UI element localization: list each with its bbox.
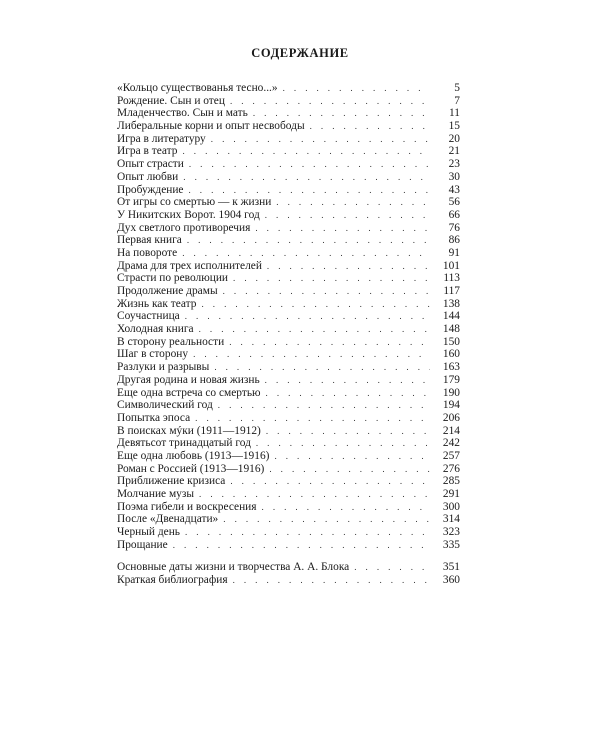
toc-entry [117, 285, 460, 298]
toc-entry [117, 399, 460, 412]
toc-entry [117, 145, 460, 158]
toc-entry-page-number: 163 [442, 361, 460, 374]
toc-entry [117, 513, 460, 526]
toc-entry [117, 260, 460, 273]
dot-leader [216, 399, 430, 412]
table-of-contents [117, 82, 460, 587]
toc-entry [117, 82, 460, 95]
toc-entry-title: В поисках мýки (1911—1912) [117, 424, 261, 437]
toc-entry-title: Дух светлого противоречия [117, 221, 251, 234]
toc-entry-title: Основные даты жизни и творчества А. А. Блока [117, 561, 350, 574]
dot-leader [197, 323, 430, 336]
dot-leader [231, 574, 430, 587]
toc-entry-title: «Кольцо существованья тесно...» [117, 82, 278, 94]
toc-entry-page-number: 76 [448, 221, 460, 234]
dot-leader [183, 526, 430, 539]
toc-entry [117, 171, 460, 184]
toc-entry-page-number: 91 [448, 246, 460, 259]
dot-leader [267, 463, 430, 476]
dot-leader [199, 298, 430, 311]
toc-entry [117, 437, 460, 450]
toc-entry [117, 475, 460, 488]
toc-entry [117, 412, 460, 425]
toc-entry-page-number: 66 [448, 208, 460, 221]
dot-leader [227, 336, 430, 349]
toc-entry [117, 120, 460, 133]
dot-leader [274, 196, 430, 209]
dot-leader [253, 222, 430, 235]
toc-entry-page-number: 285 [442, 475, 460, 488]
toc-entry [117, 526, 460, 539]
toc-entry-page-number: 21 [448, 145, 460, 158]
toc-entry-title: Роман с Россией (1913—1916) [117, 462, 265, 475]
toc-main-list [117, 82, 460, 551]
toc-entry [117, 234, 460, 247]
dot-leader [221, 513, 430, 526]
toc-entry [117, 158, 460, 171]
toc-entry-title: Соучастница [117, 310, 180, 323]
toc-entry-title: Попытка эпоса [117, 411, 191, 424]
toc-entry-title: Шаг в сторону [117, 348, 189, 361]
toc-entry [117, 272, 460, 285]
toc-entry-title: Другая родина и новая жизнь [117, 373, 260, 386]
dot-leader [263, 374, 430, 387]
dot-leader [352, 561, 430, 574]
toc-entry-title: Жизнь как театр [117, 297, 197, 310]
toc-entry-title: Продолжение драмы [117, 285, 218, 297]
toc-entry-page-number: 160 [442, 348, 460, 361]
toc-entry-page-number: 206 [442, 411, 460, 424]
toc-entry-page-number: 242 [442, 437, 460, 450]
toc-entry-page-number: 291 [442, 488, 460, 500]
toc-entry [117, 463, 460, 476]
dot-leader [197, 488, 430, 501]
toc-entry-title: Еще одна встреча со смертью [117, 386, 261, 399]
toc-entry-page-number: 214 [442, 424, 460, 437]
toc-entry [117, 361, 460, 374]
toc-entry [117, 107, 460, 120]
toc-entry-title: Опыт любви [117, 170, 179, 183]
dot-leader [180, 247, 430, 260]
toc-entry-page-number: 11 [449, 107, 460, 120]
toc-entry [117, 323, 460, 336]
toc-entry-page-number: 5 [454, 82, 460, 94]
dot-leader [272, 450, 430, 463]
toc-section-gap [117, 551, 460, 561]
toc-entry-title: Черный день [117, 526, 180, 539]
toc-entry-page-number: 148 [442, 323, 460, 336]
toc-entry-title: Первая книга [117, 234, 182, 247]
toc-entry [117, 574, 460, 587]
dot-leader [209, 133, 430, 146]
toc-entry-page-number: 117 [443, 285, 460, 297]
toc-entry [117, 450, 460, 463]
toc-entry [117, 387, 460, 400]
dot-leader [260, 501, 430, 514]
dot-leader [187, 158, 430, 171]
dot-leader [228, 95, 430, 108]
toc-entry-page-number: 351 [442, 561, 460, 574]
toc-entry-page-number: 190 [442, 386, 460, 399]
dot-leader [308, 120, 430, 133]
page-title: СОДЕРЖАНИЕ [251, 46, 349, 60]
dot-leader [263, 209, 430, 222]
toc-entry-page-number: 360 [442, 574, 460, 587]
toc-entry-title: Прощание [117, 538, 168, 551]
dot-leader [181, 171, 430, 184]
toc-entry [117, 539, 460, 552]
toc-entry [117, 348, 460, 361]
toc-entry [117, 374, 460, 387]
toc-entry [117, 561, 460, 574]
toc-entry-title: Опыт страсти [117, 158, 184, 171]
dot-leader [193, 412, 430, 425]
toc-entry-title: На повороте [117, 246, 178, 259]
toc-entry-page-number: 150 [442, 335, 460, 348]
toc-entry [117, 209, 460, 222]
toc-entry [117, 133, 460, 146]
toc-entry-title: Игра в литературу [117, 132, 206, 145]
toc-entry-title: Драма для трех исполнителей [117, 259, 262, 272]
dot-leader [228, 475, 430, 488]
toc-entry-title: Игра в театр [117, 145, 178, 158]
toc-entry-title: Поэма гибели и воскресения [117, 500, 257, 513]
toc-appendix-list [117, 561, 460, 586]
toc-entry-title: Девятьсот тринадцатый год [117, 437, 251, 450]
toc-entry-title: В сторону реальности [117, 335, 225, 348]
dot-leader [191, 348, 430, 361]
dot-leader [221, 285, 430, 298]
toc-entry [117, 310, 460, 323]
toc-entry-title: Приближение кризиса [117, 475, 226, 488]
toc-entry-page-number: 23 [448, 158, 460, 171]
toc-entry [117, 336, 460, 349]
toc-entry-page-number: 56 [448, 196, 460, 209]
dot-leader [183, 310, 430, 323]
toc-entry-title: Младенчество. Сын и мать [117, 107, 248, 120]
toc-entry-title: Еще одна любовь (1913—1916) [117, 449, 270, 462]
toc-entry-page-number: 300 [442, 500, 460, 513]
toc-entry-page-number: 314 [442, 513, 460, 526]
toc-entry [117, 425, 460, 438]
toc-entry-page-number: 179 [442, 373, 460, 386]
toc-entry-title: Краткая библиография [117, 574, 228, 587]
toc-entry-page-number: 276 [442, 462, 460, 475]
dot-leader [231, 272, 430, 285]
dot-leader [264, 425, 430, 438]
toc-entry-page-number: 7 [454, 94, 460, 107]
toc-entry-page-number: 323 [442, 526, 460, 539]
toc-entry [117, 488, 460, 501]
toc-entry-title: От игры со смертью — к жизни [117, 196, 272, 209]
toc-entry-title: Пробуждение [117, 183, 184, 196]
toc-entry-title: У Никитских Ворот. 1904 год [117, 208, 260, 221]
dot-leader [281, 82, 430, 95]
toc-entry [117, 222, 460, 235]
toc-entry-page-number: 138 [442, 297, 460, 310]
dot-leader [187, 184, 431, 197]
toc-entry-title: После «Двенадцати» [117, 513, 219, 526]
toc-entry-title: Холодная книга [117, 323, 194, 336]
toc-entry-page-number: 335 [442, 538, 460, 551]
dot-leader [251, 107, 430, 120]
toc-entry-page-number: 144 [442, 310, 460, 323]
toc-entry [117, 501, 460, 514]
dot-leader [185, 234, 430, 247]
toc-entry-title: Молчание музы [117, 488, 195, 500]
dot-leader [265, 260, 430, 273]
toc-entry-title: Разлуки и разрывы [117, 361, 210, 374]
toc-entry-page-number: 86 [448, 234, 460, 247]
toc-entry-page-number: 257 [442, 449, 460, 462]
toc-entry-page-number: 30 [448, 170, 460, 183]
dot-leader [212, 361, 430, 374]
toc-entry [117, 298, 460, 311]
toc-entry-page-number: 43 [448, 183, 460, 196]
toc-entry-title: Символический год [117, 399, 213, 412]
dot-leader [180, 145, 430, 158]
toc-entry-title: Либеральные корни и опыт несвободы [117, 120, 305, 133]
dot-leader [254, 437, 430, 450]
toc-entry [117, 196, 460, 209]
dot-leader [171, 539, 430, 552]
toc-entry [117, 95, 460, 108]
toc-entry-page-number: 15 [448, 120, 460, 133]
toc-entry-title: Страсти по революции [117, 272, 229, 285]
toc-entry-title: Рождение. Сын и отец [117, 94, 225, 107]
toc-entry [117, 184, 460, 197]
toc-entry [117, 247, 460, 260]
toc-entry-page-number: 194 [442, 399, 460, 412]
toc-entry-page-number: 101 [442, 259, 460, 272]
toc-entry-page-number: 113 [443, 272, 460, 285]
dot-leader [264, 387, 430, 400]
toc-entry-page-number: 20 [448, 132, 460, 145]
